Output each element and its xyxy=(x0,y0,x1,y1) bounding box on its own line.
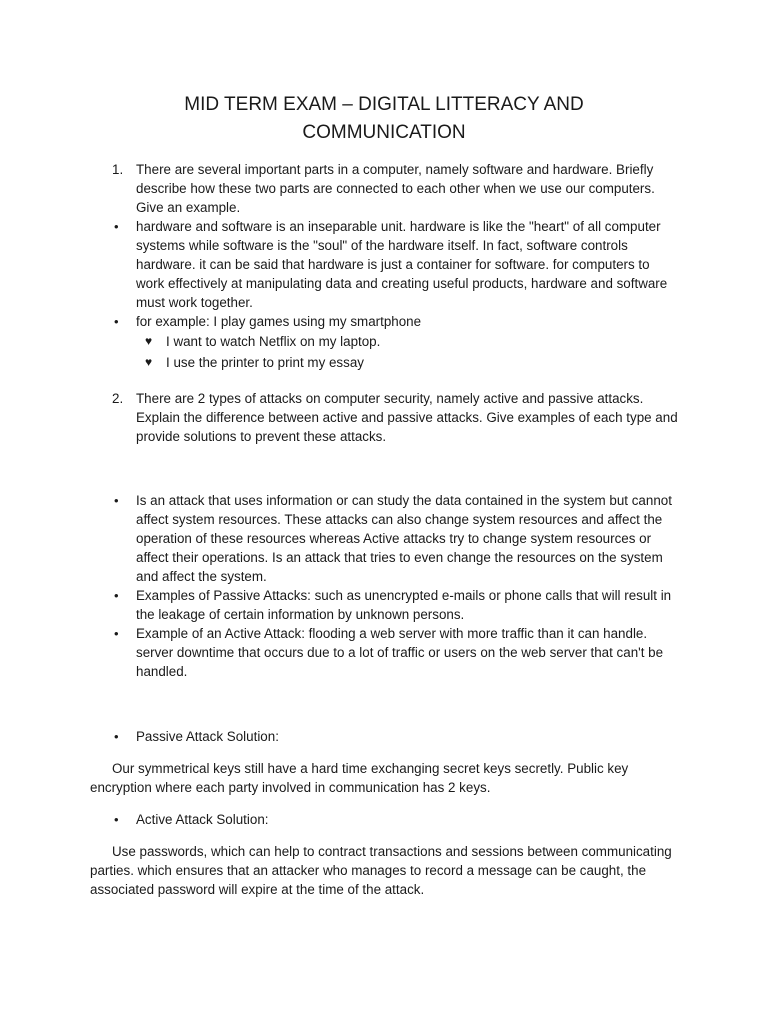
question-1-section xyxy=(90,160,680,372)
list-item xyxy=(90,624,680,681)
sub-list-item xyxy=(90,332,680,351)
bullet-icon: • xyxy=(114,588,119,603)
sub-example-text: I want to watch Netflix on my laptop. xyxy=(166,334,381,349)
active-solution-body xyxy=(90,842,680,899)
list-item xyxy=(90,312,680,331)
question-2-section xyxy=(90,389,680,446)
bullet-icon: • xyxy=(114,626,119,641)
active-solution-section xyxy=(90,810,680,829)
list-item xyxy=(90,586,680,624)
title-line-2: COMMUNICATION xyxy=(302,122,466,143)
heart-icon: ♥ xyxy=(145,334,153,348)
question-2 xyxy=(90,389,680,446)
answer-2-list xyxy=(90,491,680,681)
answer-1-text: hardware and software is an inseparable unit. hardware is like the "heart" of all computer systems while software is the "soul" of the hardware itself. In fact, software controls hardware. it can be said that hardware is just a container for software. for computers to work effectively at manipulating data and creating useful products, hardware and software must work together. xyxy=(136,219,668,310)
heart-icon: ♥ xyxy=(145,355,153,369)
active-solution-text: Use passwords, which can help to contract transactions and sessions between communicating parties. which ensures that an attacker who manages to record a message can be caught, the associated password will expire at the time of the attack. xyxy=(90,844,672,897)
bullet-icon: • xyxy=(114,219,119,234)
attack-definition-text: Is an attack that uses information or can study the data contained in the system but cannot affect system resources. These attacks can also change system resources and affect the operation of these resources whereas Active attacks try to change system resources or affect their operations. Is an attack that tries to even change the resources on the system and affect the system. xyxy=(136,493,672,584)
bullet-icon: • xyxy=(114,812,119,827)
passive-solution-label: Passive Attack Solution: xyxy=(136,729,279,744)
question-2-text: There are 2 types of attacks on computer security, namely active and passive attacks. Explain the difference between active and passive attacks. Give examples of each type and provide solutions to prevent these attacks. xyxy=(136,391,678,444)
list-item xyxy=(90,810,680,829)
passive-solution-section xyxy=(90,727,680,746)
active-solution-label: Active Attack Solution: xyxy=(136,812,269,827)
passive-solution-body xyxy=(90,759,680,797)
title-line-1: MID TERM EXAM – DIGITAL LITTERACY AND xyxy=(184,94,584,115)
question-number: 1. xyxy=(112,162,124,177)
bullet-icon: • xyxy=(114,493,119,508)
question-1 xyxy=(90,160,680,217)
active-example-text: Example of an Active Attack: flooding a web server with more traffic than it can handle. server downtime that occurs due to a lot of traffic or users on the web server that can't be handled. xyxy=(136,626,664,679)
passive-solution-text: Our symmetrical keys still have a hard time exchanging secret keys secretly. Public key encryption where each party involved in communication has 2 keys. xyxy=(90,761,629,795)
list-item xyxy=(90,727,680,746)
passive-example-text: Examples of Passive Attacks: such as unencrypted e-mails or phone calls that will result in the leakage of certain information by unknown persons. xyxy=(136,588,672,622)
bullet-icon: • xyxy=(114,729,119,744)
bullet-icon: • xyxy=(114,314,119,329)
question-1-text: There are several important parts in a computer, namely software and hardware. Briefly describe how these two parts are connected to each other when we use our computers. Give an example. xyxy=(136,162,655,215)
list-item xyxy=(90,217,680,312)
example-text: for example: I play games using my smartphone xyxy=(136,314,422,329)
sub-example-text: I use the printer to print my essay xyxy=(166,355,364,370)
question-number: 2. xyxy=(112,391,124,406)
list-item xyxy=(90,491,680,586)
document-title xyxy=(90,91,678,147)
sub-list-item xyxy=(90,353,680,372)
